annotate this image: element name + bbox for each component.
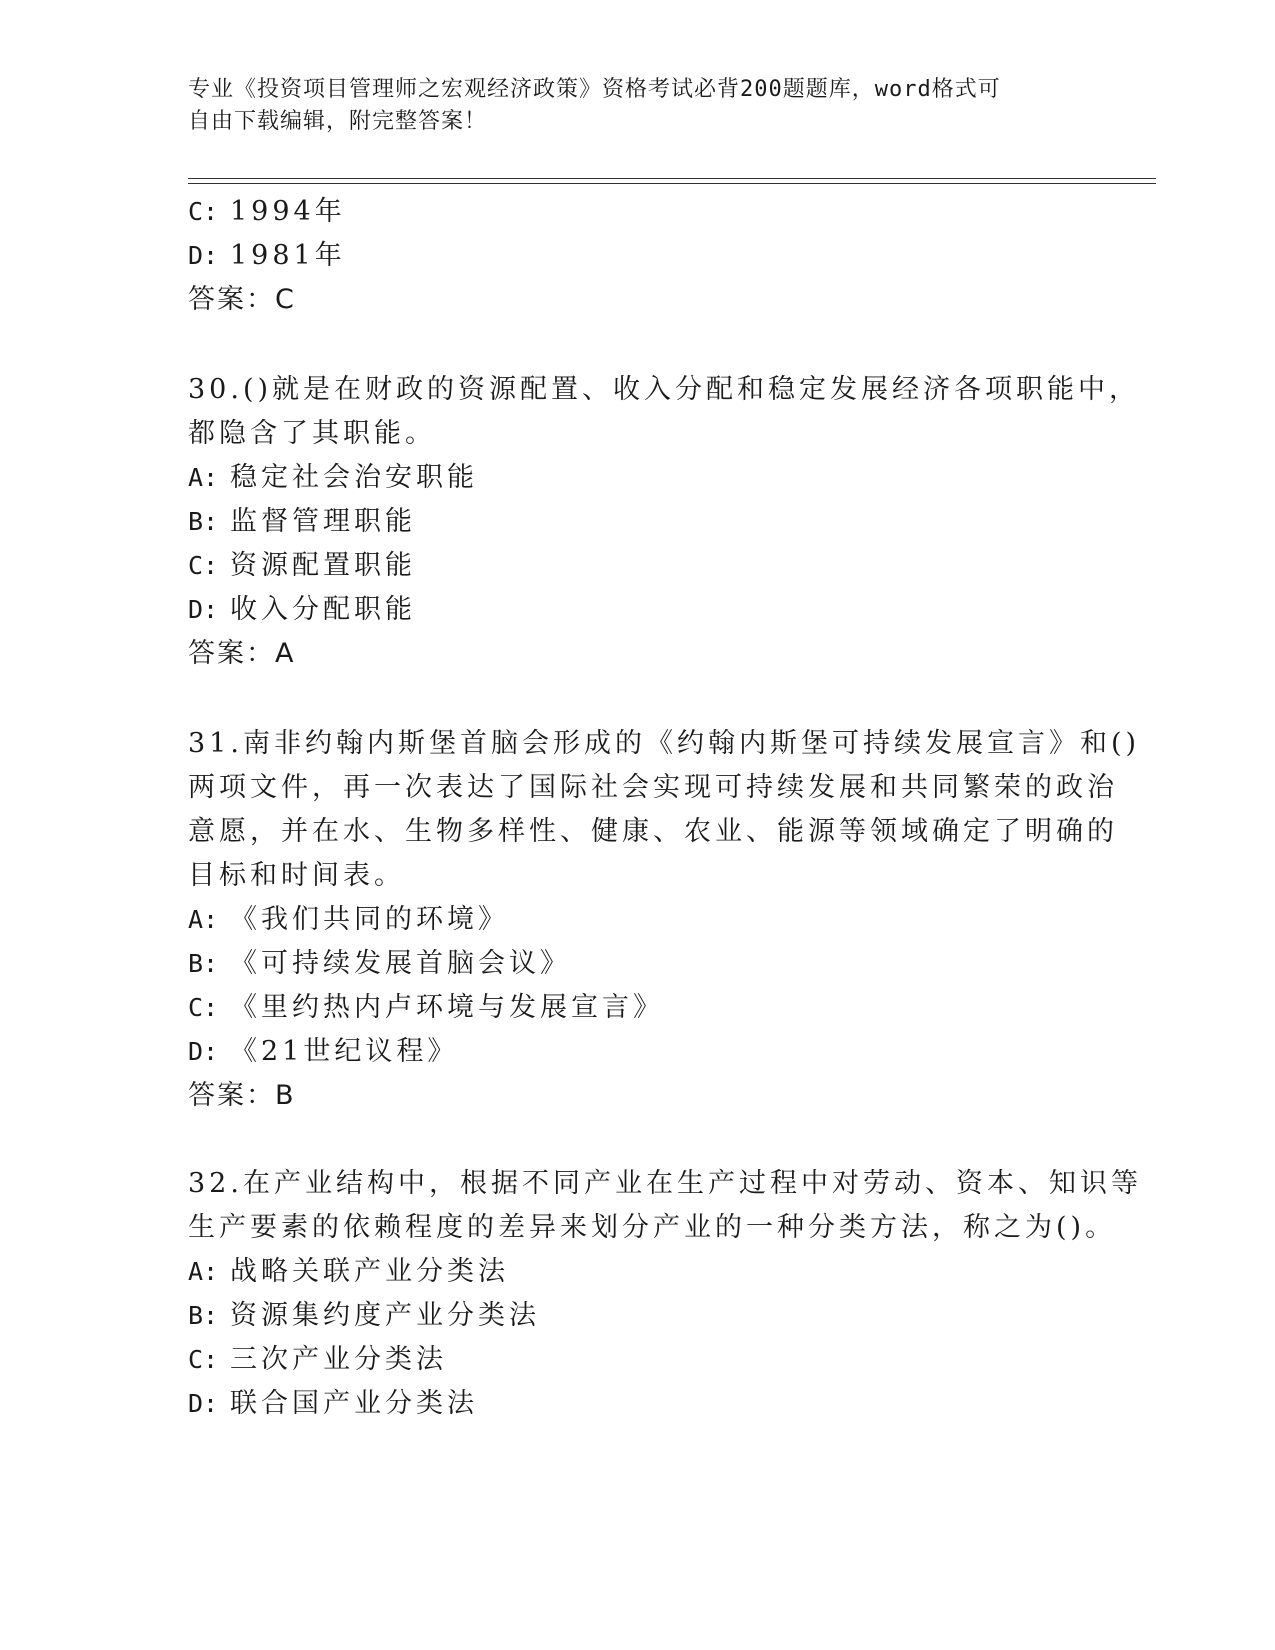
header-divider-second (188, 183, 1156, 184)
option-text: 三次产业分类法 (230, 1344, 447, 1375)
option-row (188, 236, 346, 276)
option-text: 稳定社会治安职能 (230, 462, 478, 493)
option-letter: D: (188, 241, 219, 270)
option-letter: A: (188, 463, 219, 492)
option-text: 监督管理职能 (230, 506, 416, 537)
header-divider (188, 178, 1156, 179)
question-stem-line: 32.在产业结构中，根据不同产业在生产过程中对劳动、资本、知识等 (188, 1168, 1142, 1199)
option-row (188, 1032, 458, 1072)
option-letter: B: (188, 1301, 219, 1330)
header-line-1: 专业《投资项目管理师之宏观经济政策》资格考试必背200题题库，word格式可 (188, 77, 1001, 102)
option-row (188, 1296, 540, 1336)
answer-line: 答案：C (188, 284, 296, 315)
option-row (188, 458, 478, 498)
option-letter: B: (188, 949, 219, 978)
option-text: 收入分配职能 (230, 594, 416, 625)
option-letter: C: (188, 551, 219, 580)
option-text: 1981年 (230, 240, 346, 271)
option-row (188, 1384, 478, 1424)
answer-line: 答案：A (188, 638, 296, 669)
option-letter: D: (188, 595, 219, 624)
option-row (188, 1340, 447, 1380)
question-stem-line: 目标和时间表。 (188, 860, 405, 891)
question-stem-line: 生产要素的依赖程度的差异来划分产业的一种分类方法，称之为()。 (188, 1212, 1117, 1243)
option-text: 资源集约度产业分类法 (230, 1300, 540, 1331)
option-letter: D: (188, 1037, 219, 1066)
document-header (188, 74, 1068, 138)
option-letter: D: (188, 1389, 219, 1418)
option-letter: C: (188, 993, 219, 1022)
option-letter: C: (188, 1345, 219, 1374)
option-text: 《里约热内卢环境与发展宣言》 (230, 992, 664, 1023)
question-stem-line: 两项文件，再一次表达了国际社会实现可持续发展和共同繁荣的政治 (188, 772, 1118, 803)
answer-line: 答案：B (188, 1080, 296, 1111)
option-row (188, 1252, 509, 1292)
option-text: 战略关联产业分类法 (230, 1256, 509, 1287)
option-letter: A: (188, 1257, 219, 1286)
question-stem-line: 意愿，并在水、生物多样性、健康、农业、能源等领域确定了明确的 (188, 816, 1118, 847)
option-row (188, 944, 571, 984)
option-row (188, 502, 416, 542)
option-row (188, 546, 416, 586)
option-text: 《21世纪议程》 (230, 1036, 459, 1067)
option-row (188, 988, 664, 1028)
question-stem-line: 都隐含了其职能。 (188, 418, 436, 449)
option-letter: A: (188, 905, 219, 934)
option-text: 资源配置职能 (230, 550, 416, 581)
option-row (188, 900, 509, 940)
option-text: 《可持续发展首脑会议》 (230, 948, 571, 979)
option-text: 联合国产业分类法 (230, 1388, 478, 1419)
option-letter: B: (188, 507, 219, 536)
option-text: 1994年 (230, 196, 346, 227)
option-row (188, 590, 416, 630)
option-letter: C: (188, 197, 219, 226)
question-stem-line: 30.()就是在财政的资源配置、收入分配和稳定发展经济各项职能中， (188, 374, 1141, 405)
option-row (188, 192, 346, 232)
header-line-2: 自由下载编辑，附完整答案！ (188, 109, 488, 134)
question-stem-line: 31.南非约翰内斯堡首脑会形成的《约翰内斯堡可持续发展宣言》和() (188, 728, 1141, 759)
option-text: 《我们共同的环境》 (230, 904, 509, 935)
